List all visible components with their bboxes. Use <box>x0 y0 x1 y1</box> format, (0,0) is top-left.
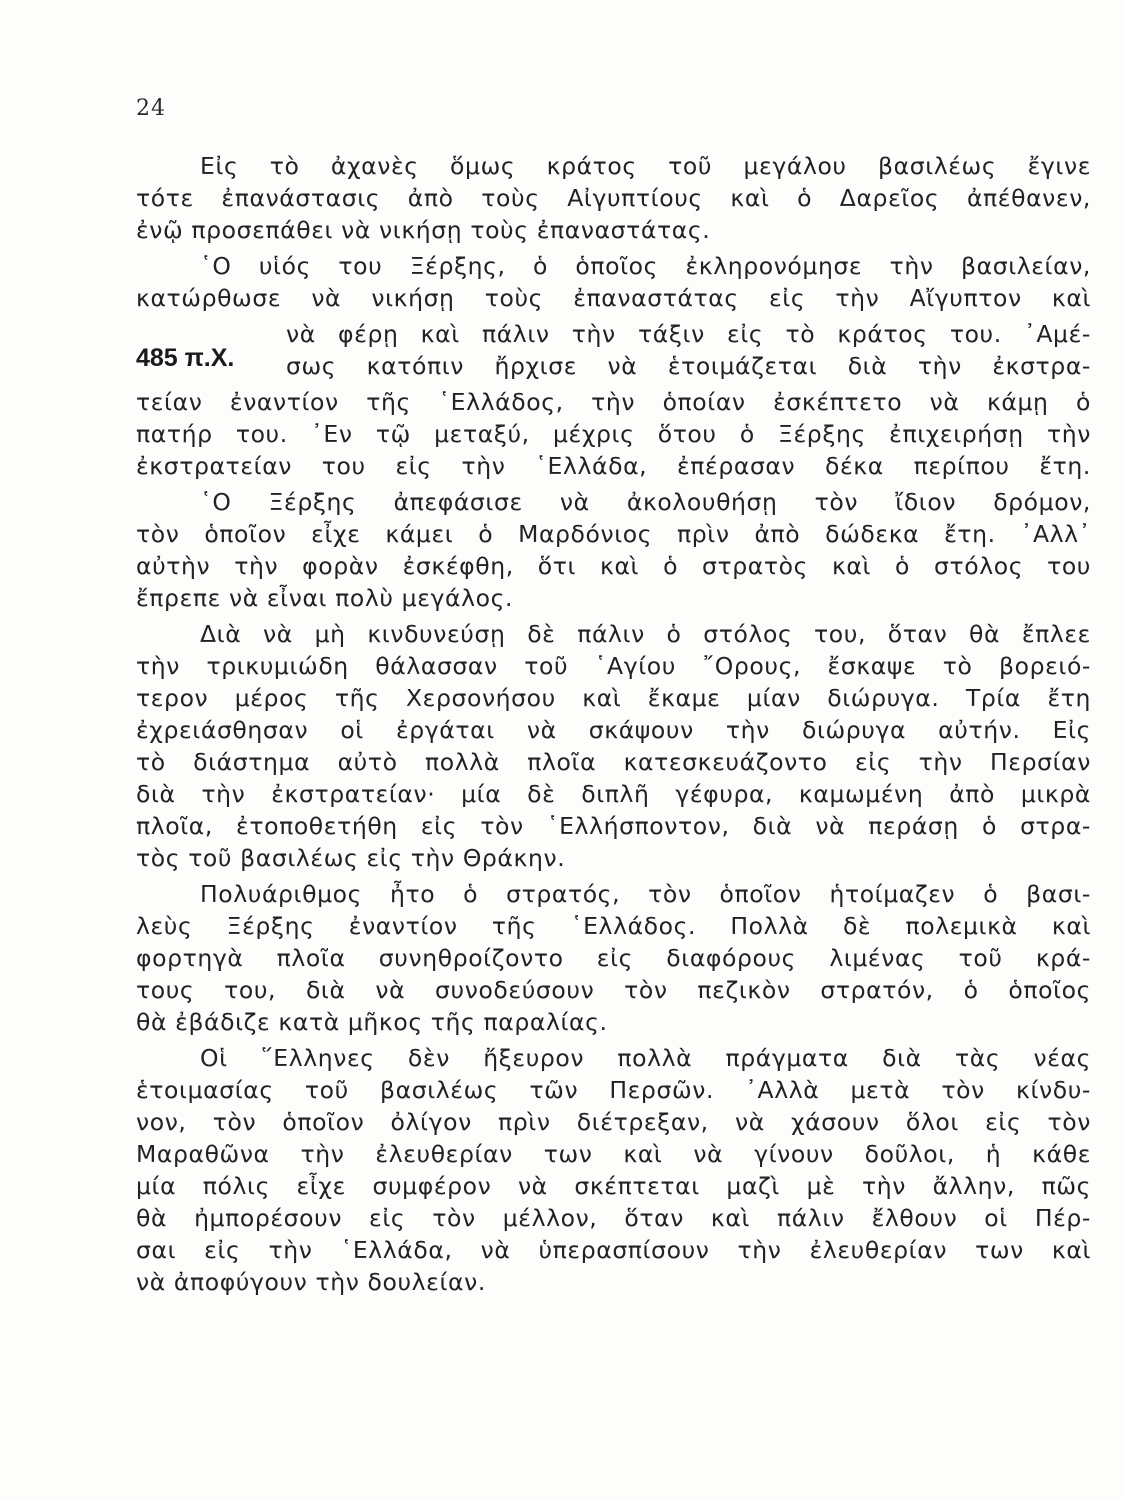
text-line: ἐκστρατείαν του εἰς τὴν ῾Ελλάδα, ἐπέρασαν δέκα περίπου ἔτη. <box>136 452 1091 480</box>
text-line: ἔπρεπε νὰ εἶναι πολὺ μεγάλος. <box>136 584 514 612</box>
text-line: ῾Ο υἱός του Ξέρξης, ὁ ὁποῖος ἐκληρονόμησε τὴν βασιλείαν, <box>200 252 1091 280</box>
text-line: ῾Ο Ξέρξης ἀπεφάσισε νὰ ἀκολουθήσῃ τὸν ἴδιον δρόμον, <box>200 488 1091 516</box>
text-line: πατήρ του. ᾿Εν τῷ μεταξύ, μέχρις ὅτου ὁ Ξέρξης ἐπιχειρήσῃ τὴν <box>136 420 1091 448</box>
text-line: τους του, διὰ νὰ συνοδεύσουν τὸν πεζικὸν στρατόν, ὁ ὁποῖος <box>136 976 1091 1004</box>
text-line: Οἱ ῞Ελληνες δὲν ἤξευρον πολλὰ πράγματα διὰ τὰς νέας <box>200 1044 1091 1072</box>
text-line: μία πόλις εἶχε συμφέρον νὰ σκέπτεται μαζὶ μὲ τὴν ἄλλην, πῶς <box>136 1172 1091 1200</box>
text-line: σαι εἰς τὴν ῾Ελλάδα, νὰ ὑπερασπίσουν τὴν ἐλευθερίαν των καὶ <box>136 1236 1091 1264</box>
text-line: Μαραθῶνα τὴν ἐλευθερίαν των καὶ νὰ γίνουν δοῦλοι, ἡ κάθε <box>136 1140 1091 1168</box>
text-line: τὸ διάστημα αὐτὸ πολλὰ πλοῖα κατεσκευάζοντο εἰς τὴν Περσίαν <box>136 748 1091 776</box>
text-line: ἐνῷ προσεπάθει νὰ νικήσῃ τοὺς ἐπαναστάτας. <box>136 216 711 244</box>
text-line: φορτηγὰ πλοῖα συνηθροίζοντο εἰς διαφόρους λιμένας τοῦ κρά- <box>136 944 1091 972</box>
text-line: Εἰς τὸ ἀχανὲς ὅμως κράτος τοῦ μεγάλου βασιλέως ἔγινε <box>200 152 1091 180</box>
text-line: σως κατόπιν ἤρχισε νὰ ἑτοιμάζεται διὰ τὴν ἐκστρα- <box>286 352 1091 380</box>
text-line: κατώρθωσε νὰ νικήσῃ τοὺς ἐπαναστάτας εἰς τὴν Αἴγυπτον καὶ <box>136 284 1091 312</box>
text-line: Διὰ νὰ μὴ κινδυνεύσῃ δὲ πάλιν ὁ στόλος του, ὅταν θὰ ἔπλεε <box>200 620 1091 648</box>
page-number: 24 <box>136 96 166 121</box>
text-line: Πολυάριθμος ἦτο ὁ στρατός, τὸν ὁποῖον ἡτοίμαζεν ὁ βασι- <box>200 880 1091 908</box>
text-line: τὸς τοῦ βασιλέως εἰς τὴν Θράκην. <box>136 844 566 872</box>
text-line: νὰ ἀποφύγουν τὴν δουλείαν. <box>136 1268 486 1296</box>
text-line: αὐτὴν τὴν φορὰν ἐσκέφθη, ὅτι καὶ ὁ στρατὸς καὶ ὁ στόλος του <box>136 552 1091 580</box>
text-line: τότε ἐπανάστασις ἀπὸ τοὺς Αἰγυπτίους καὶ ὁ Δαρεῖος ἀπέθανεν, <box>136 184 1091 212</box>
text-line: νον, τὸν ὁποῖον ὀλίγον πρὶν διέτρεξαν, νὰ χάσουν ὅλοι εἰς τὸν <box>136 1108 1091 1136</box>
text-line: θὰ ἐβάδιζε κατὰ μῆκος τῆς παραλίας. <box>136 1008 608 1036</box>
text-line: τερον μέρος τῆς Χερσονήσου καὶ ἔκαμε μίαν διώρυγα. Τρία ἔτη <box>136 684 1091 712</box>
text-line: τὸν ὁποῖον εἶχε κάμει ὁ Μαρδόνιος πρὶν ἀπὸ δώδεκα ἔτη. ᾿Αλλ᾿ <box>136 520 1091 548</box>
text-line: νὰ φέρῃ καὶ πάλιν τὴν τάξιν εἰς τὸ κράτος του. ᾿Αμέ- <box>286 320 1091 348</box>
text-line: τείαν ἐναντίον τῆς ῾Ελλάδος, τὴν ὁποίαν ἐσκέπτετο νὰ κάμῃ ὁ <box>136 388 1091 416</box>
text-line: τὴν τρικυμιώδη θάλασσαν τοῦ ῾Αγίου ῎Ορους, ἔσκαψε τὸ βορειό- <box>136 652 1091 680</box>
text-line: θὰ ἠμπορέσουν εἰς τὸν μέλλον, ὅταν καὶ πάλιν ἔλθουν οἱ Πέρ- <box>136 1204 1091 1232</box>
margin-date-note: 485 π.Χ. <box>136 344 235 372</box>
text-line: διὰ τὴν ἐκστρατείαν· μία δὲ διπλῆ γέφυρα, καμωμένη ἀπὸ μικρὰ <box>136 780 1091 808</box>
text-line: ἑτοιμασίας τοῦ βασιλέως τῶν Περσῶν. ᾿Αλλὰ μετὰ τὸν κίνδυ- <box>136 1076 1091 1104</box>
text-line: λεὺς Ξέρξης ἐναντίον τῆς ῾Ελλάδος. Πολλὰ δὲ πολεμικὰ καὶ <box>136 912 1091 940</box>
text-line: ἐχρειάσθησαν οἱ ἐργάται νὰ σκάψουν τὴν διώρυγα αὐτήν. Εἰς <box>136 716 1091 744</box>
text-line: πλοῖα, ἐτοποθετήθη εἰς τὸν ῾Ελλήσποντον, διὰ νὰ περάσῃ ὁ στρα- <box>136 812 1091 840</box>
